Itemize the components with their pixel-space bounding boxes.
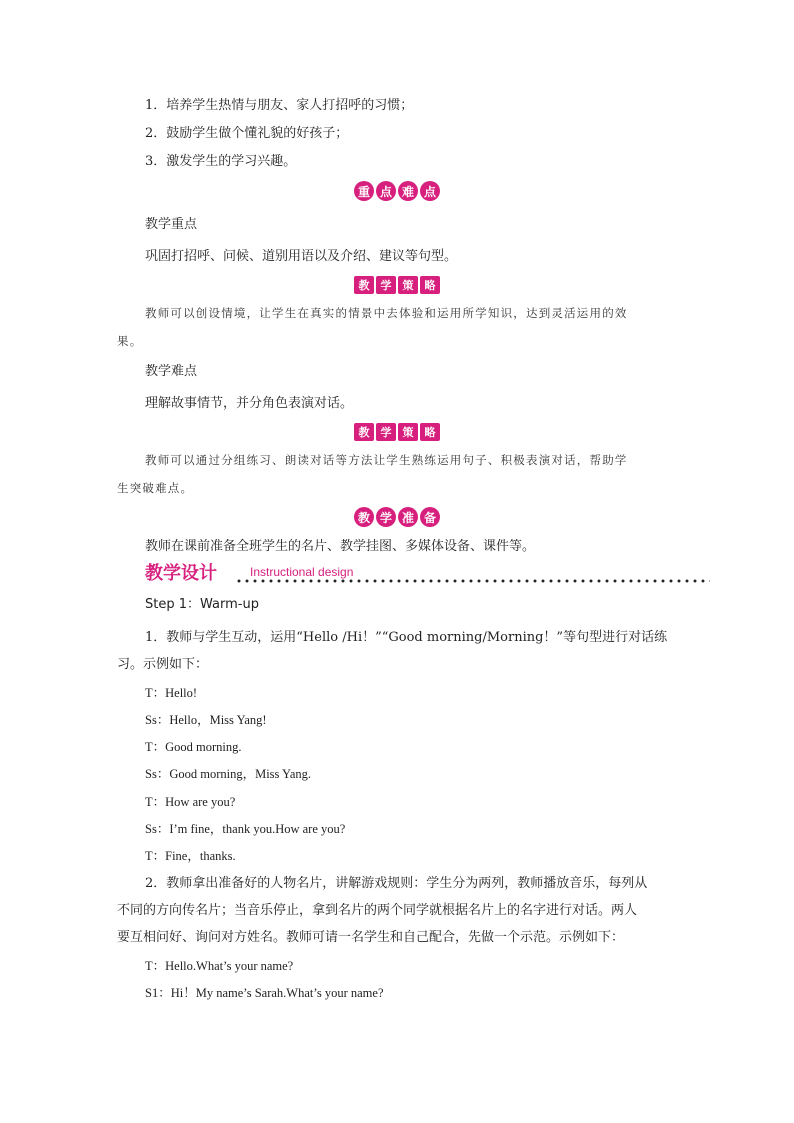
dotted-rule [235, 579, 710, 583]
difficulty-text: 理解故事情节，并分角色表演对话。 [145, 396, 354, 411]
badge-char: 学 [376, 276, 396, 294]
difficulty-label: 教学难点 [145, 364, 198, 379]
badge-char: 教 [354, 423, 374, 441]
badge-char: 学 [376, 423, 396, 441]
badge-char: 学 [376, 507, 396, 527]
badge-char: 点 [420, 181, 440, 201]
goal-3: 3．激发学生的学习兴趣。 [145, 154, 297, 169]
strategy-heading-1 [0, 276, 794, 294]
goal-1: 1．培养学生热情与朋友、家人打招呼的习惯； [145, 98, 414, 113]
strategy-1-line-1: 教师可以创设情境，让学生在真实的情景中去体验和运用所学知识，达到灵活运用的效 [145, 306, 628, 320]
dialog-line: Ss：Good morning，Miss Yang. [145, 767, 312, 781]
badge-char: 备 [420, 507, 440, 527]
instructional-design-heading [145, 563, 710, 587]
activity-2-line-3: 要互相问好、询问对方姓名。教师可请一名学生和自己配合，先做一个示范。示例如下： [117, 930, 625, 945]
badge-char: 教 [354, 507, 374, 527]
badge-char: 略 [420, 423, 440, 441]
strategy-1-line-2: 果。 [117, 334, 143, 348]
activity-2-line-2: 不同的方向传名片；当音乐停止，拿到名片的两个同学就根据名片上的名字进行对话。两人 [117, 903, 638, 918]
dialog-line: T：Good morning. [145, 740, 242, 754]
key-points-heading [0, 181, 794, 201]
badge-char: 略 [420, 276, 440, 294]
activity-2-line-1: 2．教师拿出准备好的人物名片，讲解游戏规则：学生分为两列，教师播放音乐，每列从 [145, 876, 648, 891]
prep-heading [0, 507, 794, 527]
strategy-2-line-2: 生突破难点。 [117, 481, 194, 495]
badge-char: 准 [398, 507, 418, 527]
badge-char: 重 [354, 181, 374, 201]
strategy-heading-2 [0, 423, 794, 441]
badge-char: 难 [398, 181, 418, 201]
badge-char: 策 [398, 423, 418, 441]
badge-char: 策 [398, 276, 418, 294]
dialog-line: T：Fine，thanks. [145, 849, 236, 863]
section-subtitle: Instructional design [250, 565, 354, 579]
dialog-line: T：Hello.What’s your name? [145, 959, 294, 973]
goal-2: 2．鼓励学生做个懂礼貌的好孩子； [145, 126, 349, 141]
key-point-label: 教学重点 [145, 217, 198, 232]
dialog-line: S1：Hi！My name’s Sarah.What’s your name? [145, 986, 384, 1000]
step-1-title: Step 1：Warm-up [145, 597, 259, 612]
activity-1-line-2: 习。示例如下： [117, 657, 209, 672]
strategy-2-line-1: 教师可以通过分组练习、朗读对话等方法让学生熟练运用句子、积极表演对话，帮助学 [145, 453, 628, 467]
prep-text: 教师在课前准备全班学生的名片、教学挂图、多媒体设备、课件等。 [145, 539, 536, 554]
dialog-line: T：How are you? [145, 795, 236, 809]
badge-char: 点 [376, 181, 396, 201]
badge-char: 教 [354, 276, 374, 294]
dialog-line: Ss：Hello，Miss Yang! [145, 713, 267, 727]
section-title: 教学设计 [145, 563, 217, 584]
key-point-text: 巩固打招呼、问候、道别用语以及介绍、建议等句型。 [145, 249, 458, 264]
dialog-line: Ss：I’m fine，thank you.How are you? [145, 822, 346, 836]
dialog-line: T：Hello! [145, 686, 198, 700]
activity-1-line-1: 1．教师与学生互动，运用“Hello /Hi！”“Good morning/Morning！”等句型进行对话练 [145, 630, 668, 645]
